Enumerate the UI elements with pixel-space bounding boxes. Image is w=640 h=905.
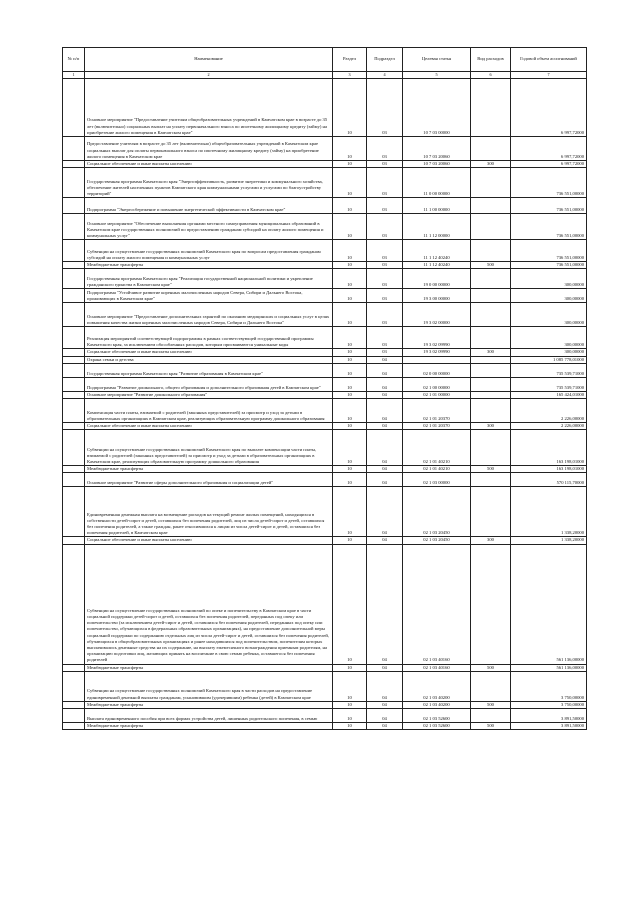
- row-vr-cell: [471, 289, 511, 303]
- row-name-cell: Субвенции на осуществление государственных полномочий Камчатского края в части расходов на предоставление единовременной денежной выплаты гражданам, усыновившим (удочерившим) ребенка (детей) в Камчатском крае: [85, 671, 333, 701]
- row-vr-cell: 300: [471, 349, 511, 356]
- row-sum-cell: 561 136,00000: [511, 664, 587, 671]
- row-razdel-cell: 10: [333, 161, 367, 168]
- row-csr-cell: 11 1 12 40240: [403, 240, 471, 262]
- row-sum-cell: 3 891,50000: [511, 722, 587, 729]
- table-row: [63, 722, 587, 729]
- table-row: [63, 356, 587, 363]
- table-row: [63, 327, 587, 349]
- row-number-cell: [63, 168, 85, 198]
- row-sum-cell: 736 551,00000: [511, 240, 587, 262]
- row-vr-cell: 500: [471, 466, 511, 473]
- row-csr-cell: 11 0 00 00000: [403, 168, 471, 198]
- row-razdel-cell: 10: [333, 671, 367, 701]
- row-podrazdel-cell: 04: [367, 671, 403, 701]
- row-number-cell: [63, 289, 85, 303]
- row-razdel-cell: 10: [333, 363, 367, 377]
- index-cell: 3: [333, 72, 367, 79]
- row-sum-cell: 1 338,20000: [511, 487, 587, 537]
- row-vr-cell: [471, 487, 511, 537]
- row-razdel-cell: 10: [333, 708, 367, 722]
- row-sum-cell: 6 997,72000: [511, 79, 587, 137]
- row-name-cell: Межбюджетные трансферты: [85, 262, 333, 269]
- row-podrazdel-cell: 04: [367, 544, 403, 664]
- row-razdel-cell: 10: [333, 349, 367, 356]
- row-razdel-cell: 10: [333, 722, 367, 729]
- row-razdel-cell: 10: [333, 240, 367, 262]
- budget-table: [62, 47, 587, 730]
- row-name-cell: Межбюджетные трансферты: [85, 466, 333, 473]
- row-csr-cell: 02 1 03 40200: [403, 671, 471, 701]
- row-csr-cell: 02 1 03 52600: [403, 722, 471, 729]
- row-vr-cell: [471, 198, 511, 214]
- row-name-cell: Предоставление учителям в возрасте до 35 лет (включительно) общеобразовательных учреждений в Камчатском крае социальных выплат для оплаты первоначального взноса по ипотечному жилищному кредиту (займу) на приобретение жилого помещения в Камчатском крае: [85, 137, 333, 161]
- row-podrazdel-cell: 03: [367, 214, 403, 240]
- row-podrazdel-cell: 04: [367, 722, 403, 729]
- row-csr-cell: 02 1 03 40200: [403, 701, 471, 708]
- row-csr-cell: 02 1 01 00000: [403, 391, 471, 398]
- row-podrazdel-cell: 03: [367, 240, 403, 262]
- table-row: [63, 161, 587, 168]
- table-row: [63, 466, 587, 473]
- row-podrazdel-cell: 03: [367, 168, 403, 198]
- row-csr-cell: 11 1 00 00000: [403, 198, 471, 214]
- row-name-cell: Государственная программа Камчатского края "Энергоэффективность, развитие энергетики и коммунального хозяйства, обеспечение жителей населенных пунктов Камчатского края коммунальными услугами и услугами по благоустройству территорий": [85, 168, 333, 198]
- row-csr-cell: 02 1 01 40210: [403, 430, 471, 466]
- row-razdel-cell: 10: [333, 214, 367, 240]
- row-name-cell: Компенсация части платы, взимаемой с родителей (законных представителей) за присмотр и уход за детьми в образовательных организациях в Камчатском крае, реализующих образовательную программу дошкольного образования: [85, 398, 333, 422]
- row-csr-cell: 19 3 02 09990: [403, 327, 471, 349]
- row-name-cell: Социальное обеспечение и иные выплаты населению: [85, 537, 333, 544]
- row-number-cell: [63, 537, 85, 544]
- row-number-cell: [63, 137, 85, 161]
- row-csr-cell: 02 1 03 20450: [403, 487, 471, 537]
- row-number-cell: [63, 198, 85, 214]
- row-vr-cell: [471, 303, 511, 327]
- header-sum: Годовой объем ассигнований: [511, 48, 587, 72]
- row-csr-cell: 02 1 03 52600: [403, 708, 471, 722]
- row-razdel-cell: 10: [333, 198, 367, 214]
- index-cell: 2: [85, 72, 333, 79]
- header-vr: Вид расходов: [471, 48, 511, 72]
- row-name-cell: Социальное обеспечение и иные выплаты населению: [85, 349, 333, 356]
- row-podrazdel-cell: 03: [367, 198, 403, 214]
- row-name-cell: Субвенции на осуществление государственных полномочий по опеке и попечительству в Камчатском крае в части социальной поддержки детей-сирот и детей, оставшихся без попечения родителей, переданных под опеку или попечительство (за исключением детей-сирот и детей, оставшихся без попечения родителей, переданных под опеку или попечительство, обучающихся в федеральных образовательных организациях), на предоставление дополнительной меры социальной поддержки по содержанию отдельных лиц из числа детей-сирот и детей, оставшихся без попечения родителей, обучающихся в общеобразовательных организациях и ранее находившихся под попечительством, попечителям которых выплачивались денежные средства на их содержание, на выплату ежемесячного вознаграждения приемным родителям, на организацию подготовки лиц, желающих принять на воспитание в свою семью ребенка, оставшегося без попечения родителей: [85, 544, 333, 664]
- header-name: Наименование: [85, 48, 333, 72]
- row-podrazdel-cell: 03: [367, 269, 403, 289]
- table-row: [63, 240, 587, 262]
- row-sum-cell: 6 997,72000: [511, 137, 587, 161]
- table-row: [63, 349, 587, 356]
- row-podrazdel-cell: 04: [367, 377, 403, 391]
- row-number-cell: [63, 430, 85, 466]
- row-csr-cell: 02 1 03 40160: [403, 664, 471, 671]
- header-razdel: Раздел: [333, 48, 367, 72]
- row-number-cell: [63, 214, 85, 240]
- row-sum-cell: 736 551,00000: [511, 214, 587, 240]
- table-row: [63, 363, 587, 377]
- row-razdel-cell: 10: [333, 430, 367, 466]
- row-name-cell: Подпрограмма "Энергосбережение и повышение энергетической эффективности в Камчатском крае": [85, 198, 333, 214]
- row-number-cell: [63, 473, 85, 487]
- row-podrazdel-cell: 04: [367, 701, 403, 708]
- row-vr-cell: 300: [471, 537, 511, 544]
- row-vr-cell: 300: [471, 422, 511, 429]
- row-sum-cell: 1 085 778,01000: [511, 356, 587, 363]
- row-podrazdel-cell: 04: [367, 537, 403, 544]
- row-razdel-cell: 10: [333, 544, 367, 664]
- row-razdel-cell: 10: [333, 377, 367, 391]
- row-razdel-cell: 10: [333, 664, 367, 671]
- row-csr-cell: 11 1 12 00000: [403, 214, 471, 240]
- row-razdel-cell: 10: [333, 303, 367, 327]
- row-sum-cell: 165 424,01000: [511, 391, 587, 398]
- table-row: [63, 391, 587, 398]
- row-csr-cell: 19 0 00 00000: [403, 269, 471, 289]
- row-name-cell: Государственная программа Камчатского края "Реализация государственной национальной политики и укрепление гражданского единства в Камчатском крае": [85, 269, 333, 289]
- row-number-cell: [63, 349, 85, 356]
- row-podrazdel-cell: 04: [367, 398, 403, 422]
- row-name-cell: Основное мероприятие "Предоставление дополнительных гарантий по оказанию медицинских и социальных услуг в целях повышения качества жизни коренных малочисленных народов Севера, Сибири и Дальнего Востока": [85, 303, 333, 327]
- row-csr-cell: 02 0 00 00000: [403, 363, 471, 377]
- row-razdel-cell: 10: [333, 487, 367, 537]
- row-podrazdel-cell: 04: [367, 473, 403, 487]
- row-vr-cell: [471, 240, 511, 262]
- row-razdel-cell: 10: [333, 269, 367, 289]
- row-number-cell: [63, 487, 85, 537]
- row-sum-cell: 300,00000: [511, 289, 587, 303]
- row-number-cell: [63, 269, 85, 289]
- row-csr-cell: 02 1 01 20370: [403, 422, 471, 429]
- row-number-cell: [63, 708, 85, 722]
- row-razdel-cell: 10: [333, 398, 367, 422]
- row-csr-cell: 02 1 01 20370: [403, 398, 471, 422]
- row-vr-cell: [471, 377, 511, 391]
- row-name-cell: Единовременная денежная выплата на возмещение расходов на текущий ремонт жилых помещений, находящихся в собственности детей-сирот и детей, оставшихся без попечения родителей, лиц из числа детей-сирот и детей, оставшихся без попечения родителей, а также граждан, ранее относившихся к лицам из числа детей-сирот и детей, оставшихся без попечения родителей, в Камчатском крае: [85, 487, 333, 537]
- row-podrazdel-cell: 03: [367, 161, 403, 168]
- row-podrazdel-cell: 03: [367, 327, 403, 349]
- row-podrazdel-cell: 04: [367, 430, 403, 466]
- row-csr-cell: 10 7 03 20060: [403, 137, 471, 161]
- row-vr-cell: [471, 356, 511, 363]
- row-csr-cell: 10 7 03 00000: [403, 79, 471, 137]
- row-podrazdel-cell: 03: [367, 262, 403, 269]
- row-number-cell: [63, 262, 85, 269]
- row-razdel-cell: 10: [333, 356, 367, 363]
- row-razdel-cell: 10: [333, 537, 367, 544]
- row-vr-cell: [471, 79, 511, 137]
- row-podrazdel-cell: 03: [367, 349, 403, 356]
- row-sum-cell: 735 539,71000: [511, 377, 587, 391]
- index-cell: 5: [403, 72, 471, 79]
- table-row: [63, 708, 587, 722]
- row-razdel-cell: 10: [333, 168, 367, 198]
- row-vr-cell: [471, 708, 511, 722]
- row-razdel-cell: 10: [333, 262, 367, 269]
- row-name-cell: Социальное обеспечение и иные выплаты населению: [85, 422, 333, 429]
- row-podrazdel-cell: 04: [367, 664, 403, 671]
- row-csr-cell: 02 1 00 00000: [403, 377, 471, 391]
- table-row: [63, 430, 587, 466]
- table-row: [63, 671, 587, 701]
- row-name-cell: Основное мероприятие "Обеспечение выполнения органами местного самоуправления муниципальных образований в Камчатском крае государственных полномочий по предоставлению гражданам субсидий на оплату жилого помещения и коммунальных услуг": [85, 214, 333, 240]
- row-vr-cell: [471, 473, 511, 487]
- row-sum-cell: 300,00000: [511, 269, 587, 289]
- row-csr-cell: 02 1 01 40210: [403, 466, 471, 473]
- row-number-cell: [63, 363, 85, 377]
- row-name-cell: Межбюджетные трансферты: [85, 664, 333, 671]
- row-vr-cell: [471, 544, 511, 664]
- row-vr-cell: [471, 269, 511, 289]
- header-csr: Целевая статья: [403, 48, 471, 72]
- table-row: [63, 473, 587, 487]
- row-vr-cell: [471, 391, 511, 398]
- row-number-cell: [63, 671, 85, 701]
- row-sum-cell: 300,00000: [511, 303, 587, 327]
- row-razdel-cell: 10: [333, 473, 367, 487]
- row-csr-cell: 02 1 03 00000: [403, 473, 471, 487]
- row-number-cell: [63, 664, 85, 671]
- row-podrazdel-cell: 04: [367, 487, 403, 537]
- table-row: [63, 214, 587, 240]
- row-sum-cell: 300,00000: [511, 349, 587, 356]
- row-sum-cell: 736 551,00000: [511, 168, 587, 198]
- table-row: [63, 487, 587, 537]
- row-razdel-cell: 10: [333, 391, 367, 398]
- row-podrazdel-cell: 03: [367, 137, 403, 161]
- header-row: [63, 48, 587, 72]
- row-number-cell: [63, 327, 85, 349]
- row-number-cell: [63, 398, 85, 422]
- table-row: [63, 701, 587, 708]
- row-name-cell: Межбюджетные трансферты: [85, 701, 333, 708]
- header-podrazdel: Подраздел: [367, 48, 403, 72]
- row-razdel-cell: 10: [333, 289, 367, 303]
- row-sum-cell: 163 198,01000: [511, 430, 587, 466]
- row-sum-cell: 570 115,70000: [511, 473, 587, 487]
- table-row: [63, 398, 587, 422]
- row-name-cell: Основное мероприятие "Развитие сферы дополнительного образования и социализации детей": [85, 473, 333, 487]
- row-podrazdel-cell: 03: [367, 303, 403, 327]
- row-csr-cell: 11 1 12 40240: [403, 262, 471, 269]
- row-vr-cell: [471, 168, 511, 198]
- row-vr-cell: 500: [471, 664, 511, 671]
- table-row: [63, 79, 587, 137]
- row-podrazdel-cell: 04: [367, 356, 403, 363]
- row-sum-cell: 3 891,50000: [511, 708, 587, 722]
- row-number-cell: [63, 422, 85, 429]
- row-sum-cell: 2 226,00000: [511, 422, 587, 429]
- table-row: [63, 377, 587, 391]
- row-vr-cell: [471, 327, 511, 349]
- row-name-cell: Государственная программа Камчатского края "Развитие образования в Камчатском крае": [85, 363, 333, 377]
- row-podrazdel-cell: 03: [367, 79, 403, 137]
- row-podrazdel-cell: 04: [367, 708, 403, 722]
- header-num: № п/п: [63, 48, 85, 72]
- row-podrazdel-cell: 04: [367, 466, 403, 473]
- row-podrazdel-cell: 04: [367, 391, 403, 398]
- index-cell: 1: [63, 72, 85, 79]
- row-name-cell: Субвенции на осуществление государственных полномочий Камчатского края по выплате компенсации части платы, взимаемой с родителей (законных представителей) за присмотр и уход за детьми в образовательных организациях в Камчатском крае, реализующих образовательную программу дошкольного образования: [85, 430, 333, 466]
- row-name-cell: Социальное обеспечение и иные выплаты населению: [85, 161, 333, 168]
- row-podrazdel-cell: 04: [367, 422, 403, 429]
- table-row: [63, 664, 587, 671]
- table-row: [63, 269, 587, 289]
- row-vr-cell: [471, 398, 511, 422]
- row-name-cell: Основное мероприятие "Предоставление учителям общеобразовательных учреждений в Камчатском крае в возрасте до 35 лет (включительно) социальных выплат на уплату первоначального взноса по ипотечному жилищному кредиту (займу) на приобретение жилого помещения в Камчатском крае": [85, 79, 333, 137]
- row-number-cell: [63, 356, 85, 363]
- row-csr-cell: 10 7 03 20060: [403, 161, 471, 168]
- row-number-cell: [63, 701, 85, 708]
- row-vr-cell: [471, 430, 511, 466]
- row-vr-cell: [471, 214, 511, 240]
- row-vr-cell: 300: [471, 161, 511, 168]
- row-podrazdel-cell: 04: [367, 363, 403, 377]
- row-name-cell: Субвенции на осуществление государственных полномочий Камчатского края по вопросам предоставления гражданам субсидий на оплату жилого помещения и коммунальных услуг: [85, 240, 333, 262]
- table-row: [63, 544, 587, 664]
- index-row: [63, 72, 587, 79]
- row-vr-cell: 500: [471, 722, 511, 729]
- row-sum-cell: 736 551,00000: [511, 262, 587, 269]
- row-name-cell: Охрана семьи и детства: [85, 356, 333, 363]
- row-number-cell: [63, 303, 85, 327]
- row-csr-cell: 19 3 02 00000: [403, 303, 471, 327]
- row-razdel-cell: 10: [333, 422, 367, 429]
- row-number-cell: [63, 722, 85, 729]
- row-number-cell: [63, 161, 85, 168]
- row-razdel-cell: 10: [333, 327, 367, 349]
- row-sum-cell: 2 226,00000: [511, 398, 587, 422]
- row-csr-cell: [403, 356, 471, 363]
- row-razdel-cell: 10: [333, 137, 367, 161]
- row-sum-cell: 6 997,72000: [511, 161, 587, 168]
- row-razdel-cell: 10: [333, 79, 367, 137]
- row-number-cell: [63, 79, 85, 137]
- row-sum-cell: 3 750,00000: [511, 671, 587, 701]
- row-number-cell: [63, 391, 85, 398]
- row-name-cell: Основное мероприятие "Развитие дошкольного образования": [85, 391, 333, 398]
- row-number-cell: [63, 377, 85, 391]
- table-row: [63, 262, 587, 269]
- table-row: [63, 537, 587, 544]
- row-name-cell: Выплата единовременного пособия при всех формах устройства детей, лишенных родительского попечения, в семью: [85, 708, 333, 722]
- row-vr-cell: [471, 363, 511, 377]
- index-cell: 7: [511, 72, 587, 79]
- row-name-cell: Подпрограмма "Устойчивое развитие коренных малочисленных народов Севера, Сибири и Дальнего Востока, проживающих в Камчатском крае": [85, 289, 333, 303]
- table-row: [63, 289, 587, 303]
- table-row: [63, 303, 587, 327]
- row-podrazdel-cell: 03: [367, 289, 403, 303]
- row-vr-cell: 500: [471, 262, 511, 269]
- row-csr-cell: 19 3 00 00000: [403, 289, 471, 303]
- row-name-cell: Подпрограмма "Развитие дошкольного, общего образования и дополнительного образования детей в Камчатском крае": [85, 377, 333, 391]
- row-vr-cell: [471, 137, 511, 161]
- row-number-cell: [63, 466, 85, 473]
- row-csr-cell: 02 1 03 40160: [403, 544, 471, 664]
- row-sum-cell: 163 198,01000: [511, 466, 587, 473]
- row-razdel-cell: 10: [333, 701, 367, 708]
- row-sum-cell: 1 338,20000: [511, 537, 587, 544]
- row-number-cell: [63, 544, 85, 664]
- row-csr-cell: 02 1 03 20450: [403, 537, 471, 544]
- row-csr-cell: 19 3 02 09990: [403, 349, 471, 356]
- row-sum-cell: 561 136,00000: [511, 544, 587, 664]
- table-row: [63, 168, 587, 198]
- row-sum-cell: 735 539,71000: [511, 363, 587, 377]
- table-row: [63, 422, 587, 429]
- index-cell: 4: [367, 72, 403, 79]
- row-sum-cell: 3 750,00000: [511, 701, 587, 708]
- row-sum-cell: 300,00000: [511, 327, 587, 349]
- table-row: [63, 198, 587, 214]
- row-number-cell: [63, 240, 85, 262]
- row-name-cell: Реализация мероприятий соответствующей подпрограммы в рамках соответствующей государственной программы Камчатского края, за исключением обособленных расходов, которым присваиваются уникальные коды: [85, 327, 333, 349]
- row-sum-cell: 736 551,00000: [511, 198, 587, 214]
- table-row: [63, 137, 587, 161]
- row-razdel-cell: 10: [333, 466, 367, 473]
- row-vr-cell: [471, 671, 511, 701]
- row-vr-cell: 500: [471, 701, 511, 708]
- row-name-cell: Межбюджетные трансферты: [85, 722, 333, 729]
- index-cell: 6: [471, 72, 511, 79]
